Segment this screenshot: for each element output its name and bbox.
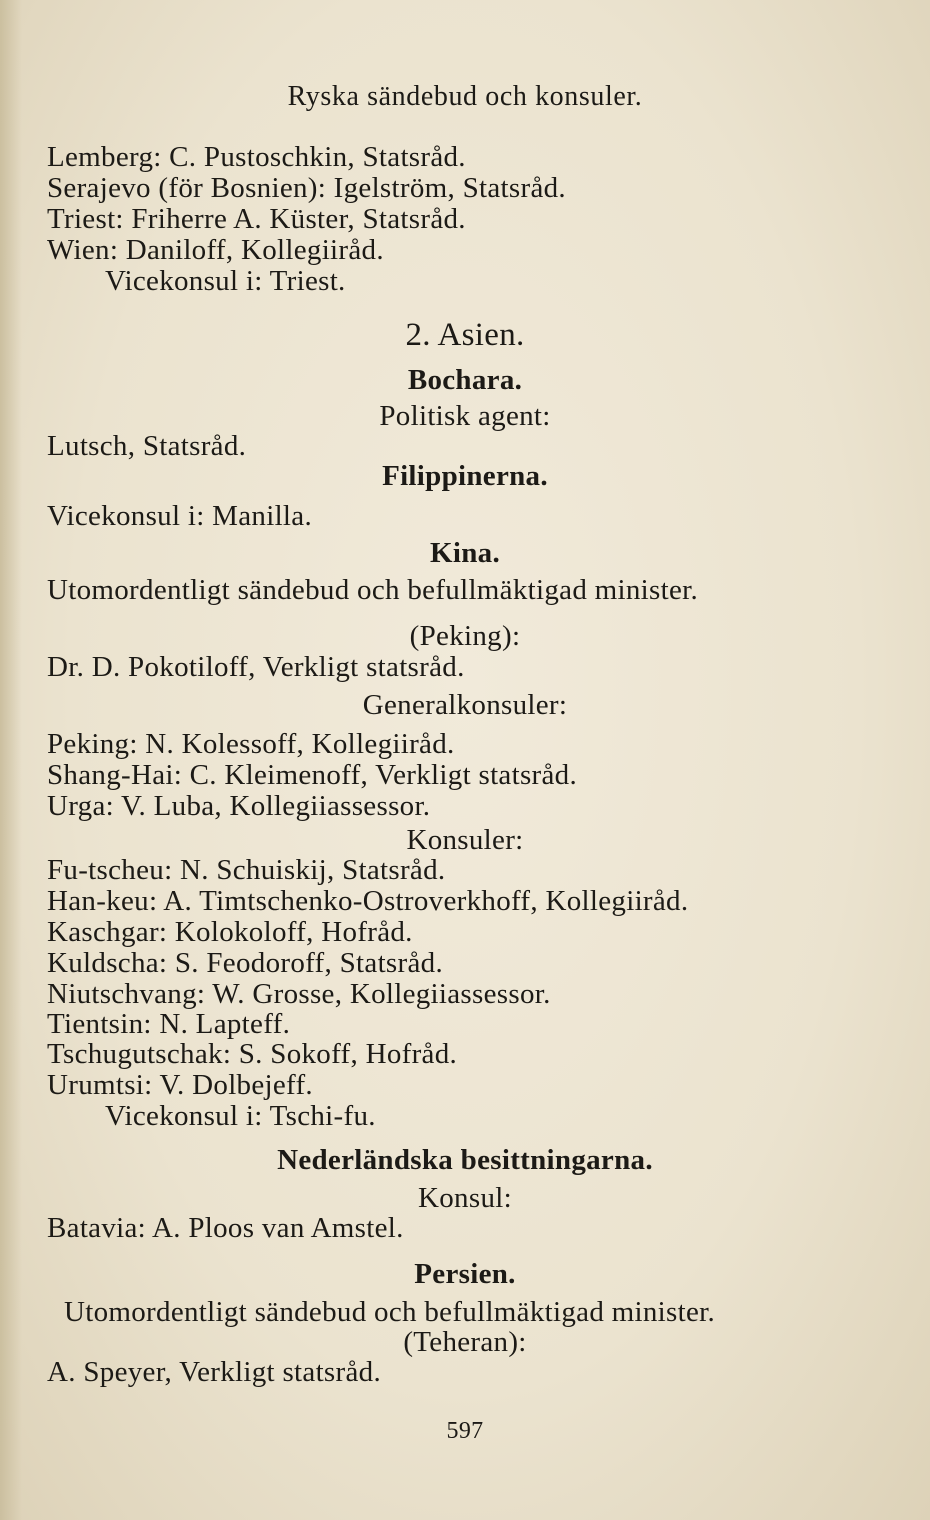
- entry-wien: Wien: Daniloff, Kollegiiråd.: [47, 234, 384, 266]
- role-politisk-agent: Politisk agent:: [379, 400, 551, 432]
- heading-kina: Kina.: [430, 537, 500, 569]
- entry-serajevo: Serajevo (för Bosnien): Igelström, Statsråd.: [47, 172, 566, 204]
- entry-kuldscha: Kuldscha: S. Feodoroff, Statsråd.: [47, 947, 443, 979]
- label-generalkonsuler: Generalkonsuler:: [362, 689, 568, 721]
- entry-vicekonsul-manilla: Vicekonsul i: Manilla.: [47, 500, 313, 532]
- role-konsul: Konsul:: [418, 1182, 512, 1214]
- entry-urumtsi: Urumtsi: V. Dolbejeff.: [47, 1069, 313, 1101]
- entry-fu-tscheu: Fu-tscheu: N. Schuiskij, Statsråd.: [47, 854, 446, 886]
- entry-batavia: Batavia: A. Ploos van Amstel.: [47, 1212, 404, 1244]
- kina-minister-name: Dr. D. Pokotiloff, Verkligt statsråd.: [47, 651, 465, 683]
- heading-bochara: Bochara.: [407, 364, 523, 396]
- entry-tschugutschak: Tschugutschak: S. Sokoff, Hofråd.: [47, 1038, 458, 1070]
- label-konsuler: Konsuler:: [406, 824, 524, 856]
- persien-minister-role: Utomordentligt sändebud och befullmäktigad minister.: [64, 1296, 716, 1328]
- entry-triest: Triest: Friherre A. Küster, Statsråd.: [47, 203, 466, 235]
- entry-lutsch: Lutsch, Statsråd.: [47, 430, 247, 462]
- entry-urga: Urga: V. Luba, Kollegiiassessor.: [47, 790, 431, 822]
- running-header: Ryska sändebud och konsuler.: [287, 81, 643, 112]
- entry-shang-hai: Shang-Hai: C. Kleimenoff, Verkligt statsråd.: [47, 759, 578, 791]
- entry-han-keu: Han-keu: A. Timtschenko-Ostroverkhoff, Kollegiiråd.: [47, 885, 689, 917]
- persien-minister-name: A. Speyer, Verkligt statsråd.: [47, 1356, 382, 1388]
- entry-vicekonsul-triest: Vicekonsul i: Triest.: [105, 265, 346, 297]
- heading-filippinerna: Filippinerna.: [382, 460, 548, 492]
- kina-minister-role: Utomordentligt sändebud och befullmäktigad minister.: [47, 574, 699, 606]
- entry-tientsin: Tientsin: N. Lapteff.: [47, 1008, 291, 1040]
- entry-vicekonsul-tschi-fu: Vicekonsul i: Tschi-fu.: [105, 1100, 376, 1132]
- page-number: 597: [446, 1418, 484, 1444]
- entry-niutschvang: Niutschvang: W. Grosse, Kollegiiassessor.: [47, 978, 551, 1010]
- entry-kaschgar: Kaschgar: Kolokoloff, Hofråd.: [47, 916, 413, 948]
- heading-nederlandska-besittningarna: Nederländska besittningarna.: [277, 1144, 653, 1176]
- page-gutter-shadow: [0, 0, 22, 1520]
- kina-minister-city: (Peking):: [409, 620, 521, 652]
- section-title-asien: 2. Asien.: [405, 317, 525, 353]
- heading-persien: Persien.: [414, 1258, 516, 1290]
- persien-minister-city: (Teheran):: [403, 1326, 527, 1358]
- entry-peking: Peking: N. Kolessoff, Kollegiiråd.: [47, 728, 455, 760]
- entry-lemberg: Lemberg: C. Pustoschkin, Statsråd.: [47, 141, 466, 173]
